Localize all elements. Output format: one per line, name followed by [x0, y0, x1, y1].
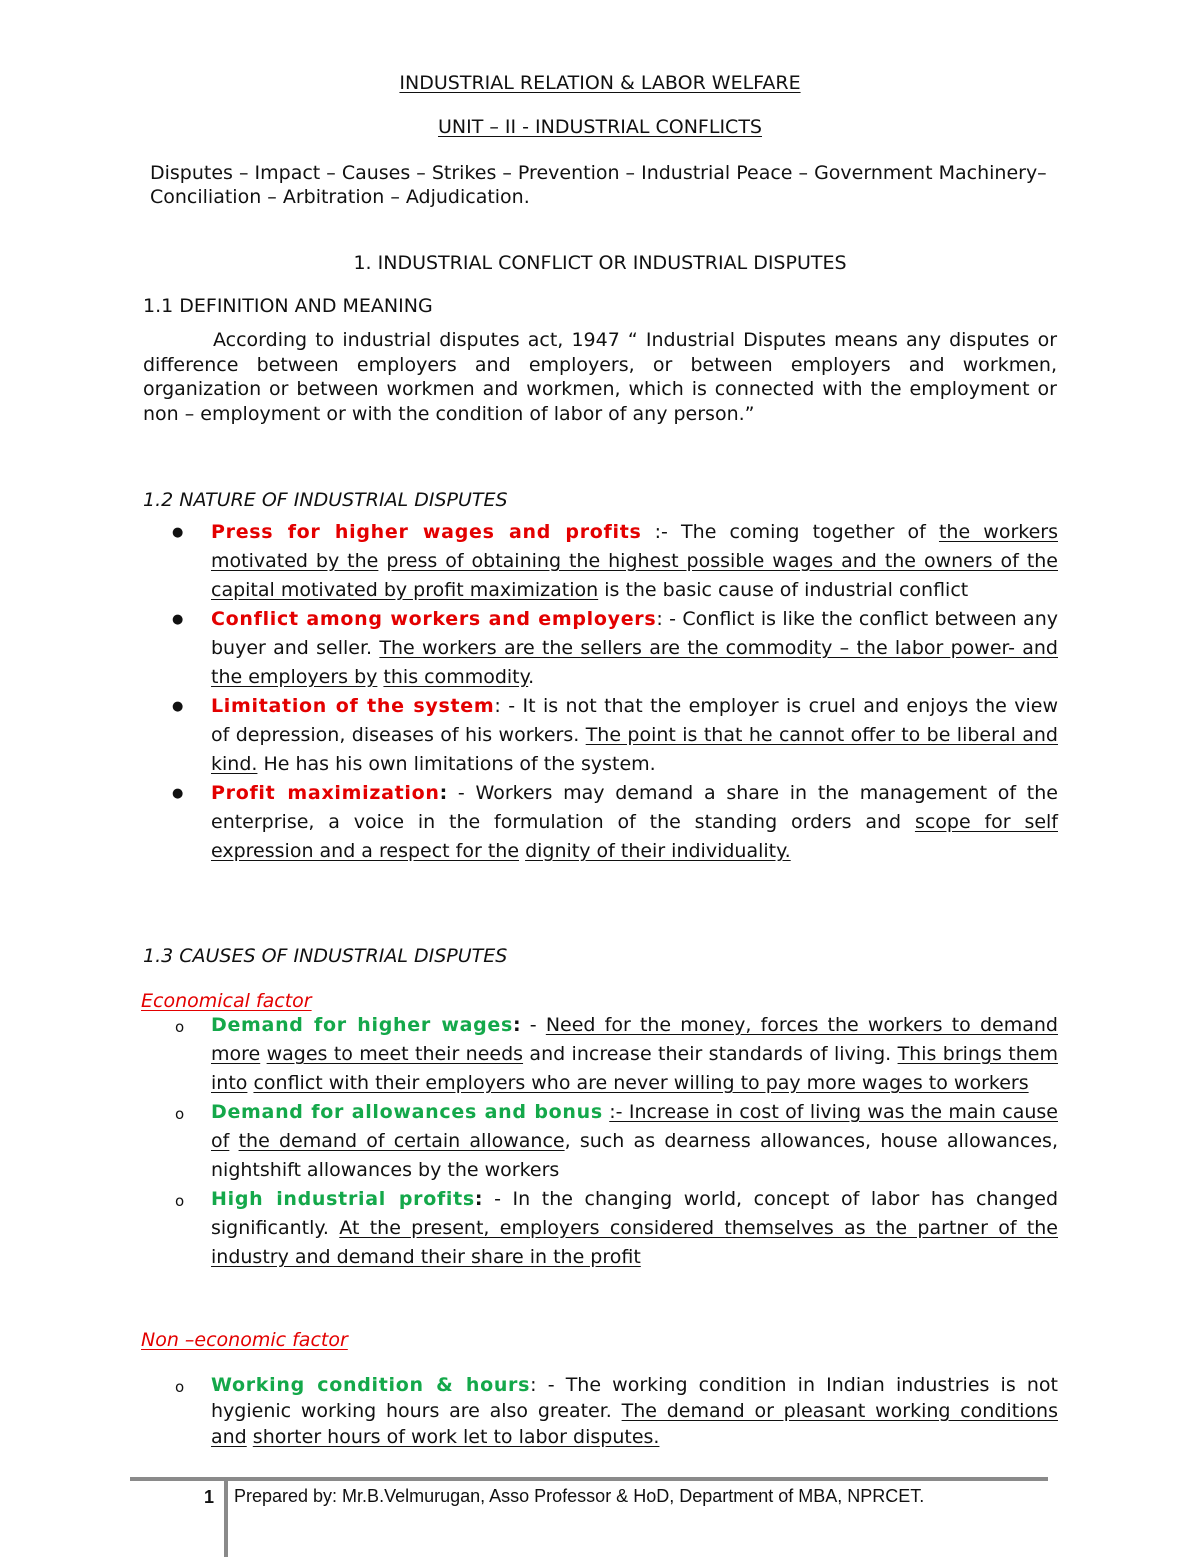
- section-heading: 1. INDUSTRIAL CONFLICT OR INDUSTRIAL DISPUTES: [353, 252, 847, 274]
- economic-list: [175, 1011, 1059, 1272]
- definition-paragraph: [143, 328, 1057, 426]
- page-number: 1: [204, 1487, 215, 1507]
- hollow-bullet-icon: o: [175, 1018, 185, 1036]
- list-item: o High industrial profits: - In the changing world, concept of labor has changed significantly. At the present, employers considered themselves as the partner of the industry and demand their share in the profit: [175, 1188, 1059, 1268]
- bullet-icon: ●: [172, 699, 184, 714]
- list-item: o Working condition & hours: - The working condition in Indian industries is not hygienic working hours are also greater. The demand or pleasant working conditions and shorter hours of work let to labor disputes.: [175, 1374, 1058, 1448]
- course-title: INDUSTRIAL RELATION & LABOR WELFARE: [399, 72, 801, 94]
- nature-heading: 1.2 NATURE OF INDUSTRIAL DISPUTES: [143, 489, 508, 511]
- hollow-bullet-icon: o: [175, 1105, 185, 1123]
- bullet-icon: ●: [172, 786, 184, 801]
- nature-list: [172, 518, 1058, 866]
- list-item: o Demand for allowances and bonus :- Increase in cost of living was the main cause of the demand of certain allowance, such as dearness allowances, house allowances, nightshift allowances by the workers: [175, 1101, 1058, 1181]
- non-economic-factor-label: Non –economic factor: [141, 1329, 348, 1351]
- list-item: ● Press for higher wages and profits :- The coming together of the workers motivated by the press of obtaining the highest possible wages and the owners of the capital motivated by profit maximization is the basic cause of industrial conflict: [211, 518, 1058, 605]
- economic-factor-label: Economical factor: [141, 990, 312, 1012]
- definition-heading: 1.1 DEFINITION AND MEANING: [143, 295, 433, 317]
- hollow-bullet-icon: o: [175, 1378, 185, 1396]
- non-economic-list: [175, 1372, 1058, 1450]
- list-item: ● Limitation of the system: - It is not that the employer is cruel and enjoys the view of depression, diseases of his workers. The point is that he cannot offer to be liberal and kind. He has his own limitations of the system.: [211, 692, 1058, 779]
- bullet-icon: ●: [172, 612, 184, 627]
- bullet-icon: ●: [172, 525, 184, 540]
- topics-line: Disputes – Impact – Causes – Strikes – Prevention – Industrial Peace – Government Machinery– Conciliation – Arbitration – Adjudication.: [150, 162, 1047, 208]
- footer-divider: [224, 1477, 228, 1557]
- footer-rule: [130, 1477, 1048, 1481]
- unit-title: UNIT – II - INDUSTRIAL CONFLICTS: [438, 116, 762, 138]
- causes-heading: 1.3 CAUSES OF INDUSTRIAL DISPUTES: [143, 945, 508, 967]
- hollow-bullet-icon: o: [175, 1192, 185, 1210]
- footer-credit: Prepared by: Mr.B.Velmurugan, Asso Professor & HoD, Department of MBA, NPRCET.: [234, 1486, 925, 1506]
- list-item: ● Profit maximization: - Workers may demand a share in the management of the enterprise, a voice in the formulation of the standing orders and scope for self expression and a respect for the dignity of their individuality.: [211, 779, 1058, 866]
- list-item: o Demand for higher wages: - Need for the money, forces the workers to demand more wages to meet their needs and increase their standards of living. This brings them into conflict with their employers who are never willing to pay more wages to workers: [175, 1014, 1058, 1094]
- list-item: ● Conflict among workers and employers: - Conflict is like the conflict between any buyer and seller. The workers are the sellers are the commodity – the labor power- and the employers by this commodity.: [211, 605, 1058, 692]
- definition-text: According to industrial disputes act, 1947 “ Industrial Disputes means any disputes or difference between employers and employers, or between employers and workmen, organization or between workmen and workmen, which is connected with the employment or non – employment or with the condition of labor of any person.”: [143, 329, 1057, 425]
